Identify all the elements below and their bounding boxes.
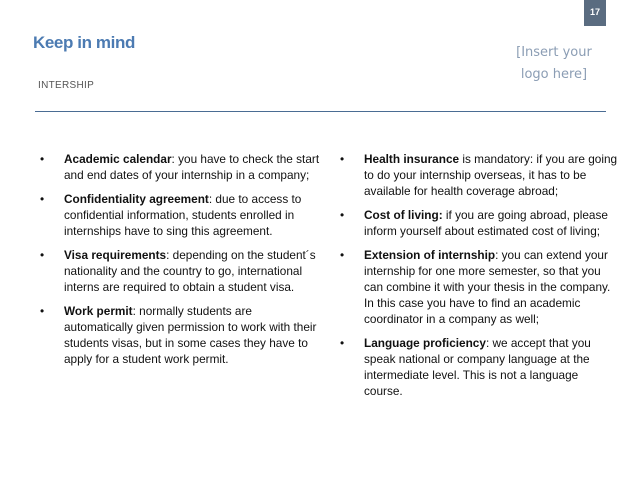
bullet-icon: • [40,248,45,262]
bullet-term: Confidentiality agreement [64,192,209,206]
bullet-confidentiality-agreement [40,191,320,239]
header-divider [35,111,606,112]
bullet-health-insurance [340,151,620,199]
bullet-icon: • [40,304,45,318]
bullet-text: normally students are automatically given permission to work with their students visas, but in some cases they have to apply for a student work permit. [64,304,317,366]
bullet-icon: • [40,192,45,206]
page-number-badge: 17 [584,0,606,26]
bullet-separator: : [132,304,136,318]
bullet-term: Academic calendar [64,152,172,166]
logo-placeholder: [Insert your logo here] [516,45,592,82]
bullet-term: Cost of living: [364,208,443,222]
bullet-term: Visa requirements [64,248,167,262]
bullet-term: Health insurance [364,152,460,166]
bullet-separator: : [485,336,490,350]
bullet-separator: : [171,152,175,166]
bullet-icon: • [340,152,345,166]
bullet-icon: • [340,336,345,350]
bullet-separator: : [495,248,499,262]
bullet-icon: • [340,248,345,262]
bullet-text: we accept that you speak national or company language at the intermediate level. This is not a language course. [364,336,591,398]
bullet-cost-of-living [340,207,620,239]
bullet-text: you have to check the start and end dates of your internship in a company; [64,152,320,182]
bullet-icon: • [340,208,345,222]
bullet-text: depending on the student´s nationality and the country to go, international interns are required to obtain a student visa. [64,248,316,294]
slide-subtitle: INTERSHIP [38,80,95,91]
bullet-separator: : [208,192,213,206]
right-bullet-list [340,151,620,407]
bullet-text: if you are going abroad, please inform yourself about estimated cost of living; [364,208,608,238]
bullet-work-permit [40,303,320,367]
bullet-academic-calendar [40,151,320,183]
bullet-term: Language proficiency [364,336,486,350]
slide-title: Keep in mind [33,33,135,52]
bullet-term: Work permit [64,304,133,318]
left-bullet-list [40,151,320,375]
bullet-term: Extension of internship [364,248,496,262]
bullet-visa-requirements [40,247,320,295]
bullet-text: is mandatory: if you are going to do your internship overseas, it has to be available for health coverage abroad; [364,152,618,198]
bullet-extension-of-internship [340,247,620,327]
bullet-language-proficiency [340,335,620,399]
bullet-separator: : [166,248,170,262]
bullet-icon: • [40,152,45,166]
bullet-text: due to access to confidential information, students enrolled in internships have to sing this agreement. [64,192,302,238]
bullet-text: you can extend your internship for one more semester, so that you can combine it with your thesis in the company. In this case you have to find an academic coordinator in a company as well; [364,248,611,326]
